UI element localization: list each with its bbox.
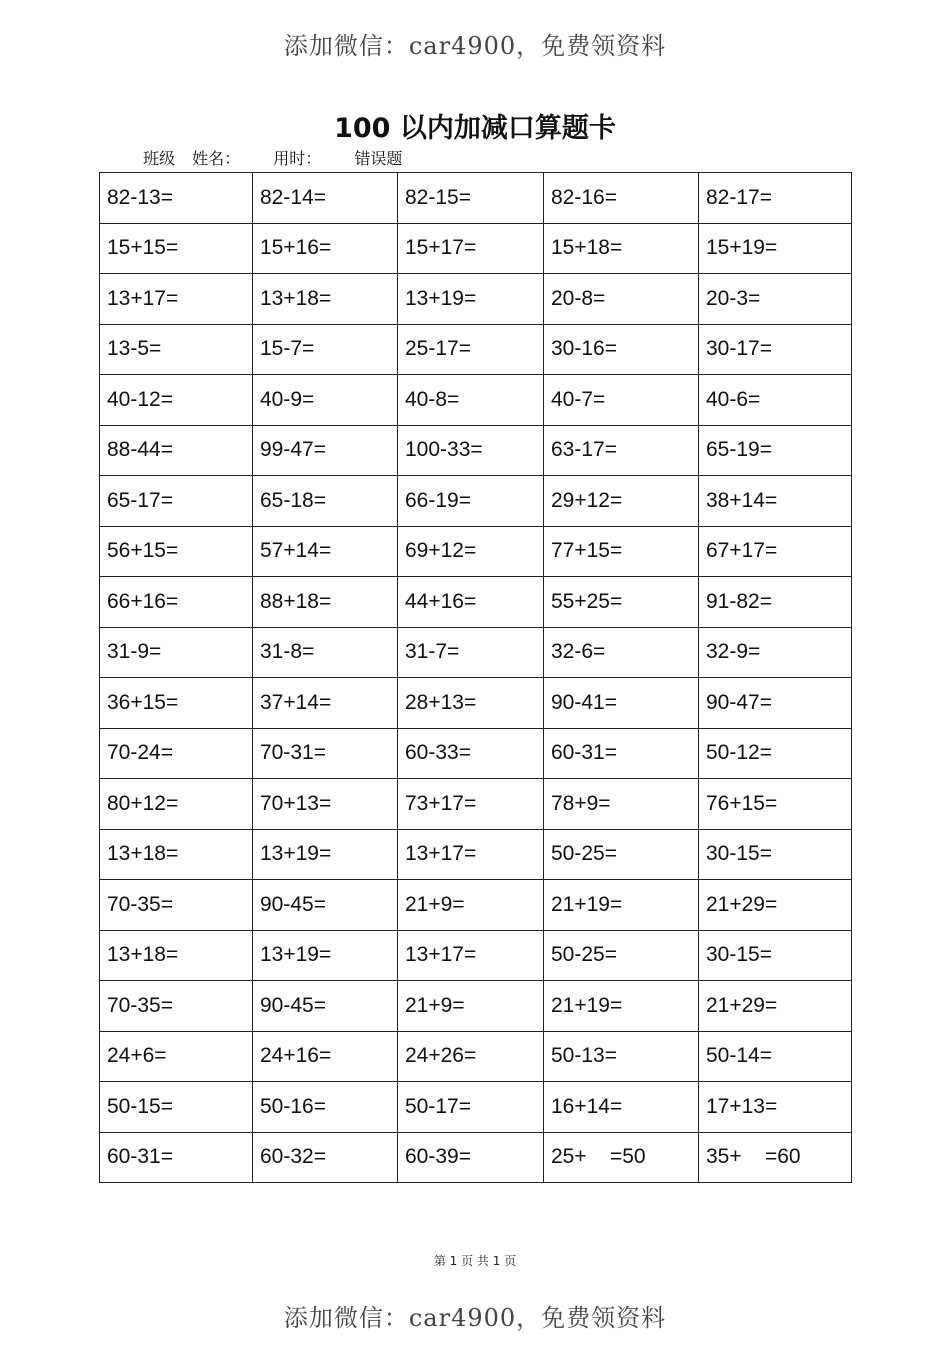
table-row <box>100 1132 852 1183</box>
problem-cell: 30-15= <box>699 930 852 981</box>
problem-cell: 70-31= <box>253 728 398 779</box>
problem-cell: 90-41= <box>544 678 699 729</box>
problem-cell: 20-8= <box>544 274 699 325</box>
problem-cell: 15+15= <box>100 223 253 274</box>
problem-cell: 73+17= <box>398 779 544 830</box>
problem-cell: 70+13= <box>253 779 398 830</box>
problem-cell: 40-7= <box>544 375 699 426</box>
problem-cell: 25-17= <box>398 324 544 375</box>
problem-cell: 15+18= <box>544 223 699 274</box>
problem-cell: 60-39= <box>398 1132 544 1183</box>
problem-cell: 82-16= <box>544 173 699 224</box>
table-row <box>100 577 852 628</box>
problem-cell: 32-6= <box>544 627 699 678</box>
problem-cell: 28+13= <box>398 678 544 729</box>
problem-cell: 13+17= <box>398 829 544 880</box>
problem-cell: 15-7= <box>253 324 398 375</box>
problem-cell: 24+16= <box>253 1031 398 1082</box>
problem-cell: 24+6= <box>100 1031 253 1082</box>
problem-cell: 35+ =60 <box>699 1132 852 1183</box>
problem-cell: 63-17= <box>544 425 699 476</box>
problem-cell: 82-14= <box>253 173 398 224</box>
problem-cell: 40-9= <box>253 375 398 426</box>
problem-cell: 21+9= <box>398 981 544 1032</box>
errors-label: 错误题 <box>354 149 403 168</box>
problem-cell: 21+9= <box>398 880 544 931</box>
problem-cell: 65-18= <box>253 476 398 527</box>
problem-cell: 65-17= <box>100 476 253 527</box>
problem-cell: 66+16= <box>100 577 253 628</box>
table-row <box>100 375 852 426</box>
table-row <box>100 1082 852 1133</box>
problem-cell: 91-82= <box>699 577 852 628</box>
problem-cell: 76+15= <box>699 779 852 830</box>
problem-cell: 21+29= <box>699 981 852 1032</box>
problem-cell: 60-33= <box>398 728 544 779</box>
problem-cell: 69+12= <box>398 526 544 577</box>
name-label: 姓名： <box>192 149 241 168</box>
problem-cell: 50-12= <box>699 728 852 779</box>
watermark-bottom: 添加微信：car4900，免费领资料 <box>283 1304 667 1332</box>
page-number: 第 1 页 共 1 页 <box>433 1254 517 1268</box>
student-info-line <box>143 146 414 169</box>
problem-cell: 50-13= <box>544 1031 699 1082</box>
problem-cell: 100-33= <box>398 425 544 476</box>
problem-cell: 70-35= <box>100 981 253 1032</box>
problem-cell: 50-25= <box>544 930 699 981</box>
table-row <box>100 829 852 880</box>
problem-cell: 13+18= <box>100 930 253 981</box>
problem-cell: 13+17= <box>398 930 544 981</box>
problem-cell: 60-32= <box>253 1132 398 1183</box>
problem-cell: 31-9= <box>100 627 253 678</box>
problem-cell: 13-5= <box>100 324 253 375</box>
table-row <box>100 476 852 527</box>
problem-cell: 40-12= <box>100 375 253 426</box>
problem-cell: 67+17= <box>699 526 852 577</box>
page-title: 100 以内加减口算题卡 <box>334 113 616 144</box>
problem-cell: 80+12= <box>100 779 253 830</box>
problem-cell: 21+29= <box>699 880 852 931</box>
problem-cell: 17+13= <box>699 1082 852 1133</box>
problem-cell: 56+15= <box>100 526 253 577</box>
problem-cell: 30-15= <box>699 829 852 880</box>
class-label: 班级 <box>143 149 176 168</box>
problem-cell: 55+25= <box>544 577 699 628</box>
problem-cell: 44+16= <box>398 577 544 628</box>
problem-cell: 13+18= <box>253 274 398 325</box>
table-row <box>100 779 852 830</box>
problem-cell: 99-47= <box>253 425 398 476</box>
problem-cell: 50-14= <box>699 1031 852 1082</box>
problem-cell: 32-9= <box>699 627 852 678</box>
table-row <box>100 324 852 375</box>
table-row <box>100 173 852 224</box>
table-row <box>100 930 852 981</box>
table-row <box>100 678 852 729</box>
problem-cell: 60-31= <box>544 728 699 779</box>
problem-cell: 50-17= <box>398 1082 544 1133</box>
problem-cell: 13+19= <box>398 274 544 325</box>
problem-cell: 31-7= <box>398 627 544 678</box>
problem-cell: 38+14= <box>699 476 852 527</box>
problem-cell: 60-31= <box>100 1132 253 1183</box>
table-row <box>100 728 852 779</box>
problem-cell: 25+ =50 <box>544 1132 699 1183</box>
problem-cell: 50-16= <box>253 1082 398 1133</box>
problem-cell: 13+19= <box>253 930 398 981</box>
problem-cell: 36+15= <box>100 678 253 729</box>
problem-cell: 50-25= <box>544 829 699 880</box>
table-row <box>100 425 852 476</box>
watermark-top: 添加微信：car4900，免费领资料 <box>283 32 667 60</box>
problem-cell: 16+14= <box>544 1082 699 1133</box>
problem-cell: 13+19= <box>253 829 398 880</box>
problem-cell: 15+16= <box>253 223 398 274</box>
problem-cell: 21+19= <box>544 880 699 931</box>
problem-cell: 15+19= <box>699 223 852 274</box>
problem-grid <box>99 172 852 1183</box>
problem-cell: 20-3= <box>699 274 852 325</box>
problem-cell: 82-17= <box>699 173 852 224</box>
time-label: 用时： <box>273 149 322 168</box>
problem-cell: 66-19= <box>398 476 544 527</box>
problem-cell: 65-19= <box>699 425 852 476</box>
problem-cell: 57+14= <box>253 526 398 577</box>
problem-cell: 40-8= <box>398 375 544 426</box>
table-row <box>100 880 852 931</box>
problem-cell: 21+19= <box>544 981 699 1032</box>
table-row <box>100 1031 852 1082</box>
table-row <box>100 627 852 678</box>
problem-cell: 82-13= <box>100 173 253 224</box>
problem-cell: 50-15= <box>100 1082 253 1133</box>
table-row <box>100 526 852 577</box>
problem-cell: 90-45= <box>253 880 398 931</box>
problem-cell: 15+17= <box>398 223 544 274</box>
problem-cell: 29+12= <box>544 476 699 527</box>
problem-cell: 82-15= <box>398 173 544 224</box>
table-row <box>100 223 852 274</box>
problem-cell: 40-6= <box>699 375 852 426</box>
problem-cell: 77+15= <box>544 526 699 577</box>
table-row <box>100 274 852 325</box>
problem-cell: 24+26= <box>398 1031 544 1082</box>
problem-cell: 13+17= <box>100 274 253 325</box>
problem-cell: 30-17= <box>699 324 852 375</box>
problem-cell: 13+18= <box>100 829 253 880</box>
problem-cell: 88-44= <box>100 425 253 476</box>
problem-cell: 70-24= <box>100 728 253 779</box>
problem-cell: 90-45= <box>253 981 398 1032</box>
problem-cell: 88+18= <box>253 577 398 628</box>
problem-cell: 78+9= <box>544 779 699 830</box>
table-row <box>100 981 852 1032</box>
problem-cell: 90-47= <box>699 678 852 729</box>
problem-cell: 37+14= <box>253 678 398 729</box>
problem-cell: 31-8= <box>253 627 398 678</box>
problem-cell: 30-16= <box>544 324 699 375</box>
problem-cell: 70-35= <box>100 880 253 931</box>
